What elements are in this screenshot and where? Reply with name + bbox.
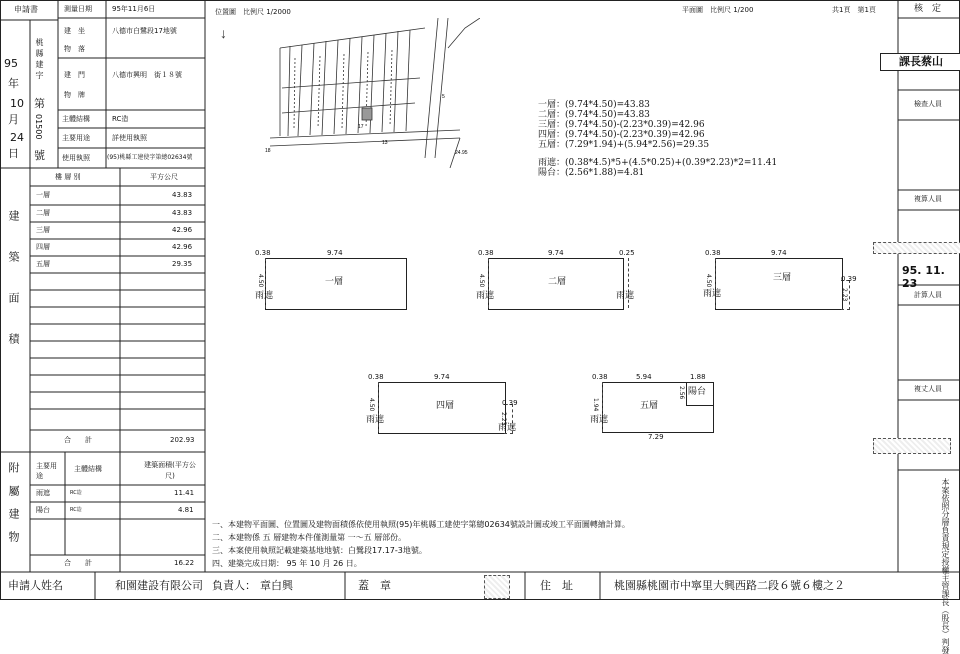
note-line: 三、本案使用執照記載建築基地地號：白鷺段17.17-3地號。 bbox=[212, 546, 427, 555]
calc-line-f5: 五層：(7.29*1.94)+(5.94*2.56)=29.35 bbox=[538, 140, 710, 150]
dim-label: 9.74 bbox=[771, 249, 787, 257]
dim-label: 9.74 bbox=[327, 249, 343, 257]
canopy-label: 雨遮 bbox=[366, 415, 385, 425]
address-value: 桃園縣桃園市中寧里大興西路二段６號６樓之２ bbox=[614, 579, 845, 592]
attached-row-structure: RC造 bbox=[70, 490, 82, 496]
survey-date-value: 95年11月6日 bbox=[112, 5, 156, 13]
owner-label: 負責人： bbox=[212, 579, 256, 592]
lot-number: 17 bbox=[358, 124, 364, 130]
location-map bbox=[210, 18, 480, 168]
applicant-name: 和園建設有限公司 bbox=[115, 579, 203, 592]
notes-block bbox=[212, 518, 630, 570]
dim-label: 5.94 bbox=[636, 373, 652, 381]
area-total-label: 合 計 bbox=[64, 436, 92, 444]
map-num-c: 5 bbox=[442, 94, 445, 100]
license-month: 10 bbox=[10, 97, 24, 110]
inspector-label: 檢查人員 bbox=[914, 100, 942, 108]
area-row-floor: 四層 bbox=[36, 243, 50, 251]
balcony-label: 陽台 bbox=[688, 387, 707, 397]
license-year: 95 bbox=[4, 57, 18, 70]
structure-label: 主體結構 bbox=[62, 115, 90, 123]
structure-value: RC造 bbox=[112, 115, 129, 123]
attached-row-use: 雨遮 bbox=[36, 489, 50, 497]
canopy-label: 雨遮 bbox=[498, 423, 517, 433]
floor-plan-2 bbox=[476, 250, 636, 315]
attached-total-value: 16.22 bbox=[174, 559, 195, 567]
permit-value: (95)桃縣工建使字第總02634號 bbox=[107, 154, 193, 161]
area-row-value: 43.83 bbox=[172, 209, 193, 217]
attached-row-area: 4.81 bbox=[178, 506, 194, 514]
calc-line-f4: 四層：(9.74*4.50)-(2.23*0.39)=42.96 bbox=[538, 130, 705, 140]
dim-label: 1.88 bbox=[690, 373, 706, 381]
plan-scale: 平面圖 比例尺 1/200 bbox=[682, 6, 754, 14]
approval-stamp bbox=[873, 438, 951, 454]
dim-label: 2.23 bbox=[841, 288, 848, 302]
calc-line-f1: 一層：(9.74*4.50)=43.83 bbox=[538, 100, 650, 110]
license-prefix: 桃縣建字 bbox=[35, 38, 44, 82]
dim-label: 4.50 bbox=[478, 274, 485, 288]
attached-col-use: 主要用途 bbox=[36, 462, 57, 480]
dim-label: 0.38 bbox=[478, 249, 494, 257]
dim-label: 9.74 bbox=[548, 249, 564, 257]
license-day: 24 bbox=[10, 131, 24, 144]
area-col-area: 平方公尺 bbox=[150, 173, 178, 181]
attached-total-label: 合 計 bbox=[64, 559, 92, 567]
date-stamp-band bbox=[873, 242, 960, 254]
area-row-floor: 三層 bbox=[36, 226, 50, 234]
dim-label: 0.38 bbox=[592, 373, 608, 381]
attached-row-structure: RC造 bbox=[70, 507, 82, 513]
map-num-a: 18 bbox=[265, 148, 271, 154]
canopy-label: 雨遮 bbox=[590, 415, 609, 425]
owner-name: 章白興 bbox=[260, 579, 293, 592]
use-value: 詳使用執照 bbox=[112, 134, 147, 142]
seal-label: 蓋 章 bbox=[358, 579, 391, 592]
area-row-floor: 五層 bbox=[36, 260, 50, 268]
door-label-1: 建 門 bbox=[64, 71, 85, 79]
dim-label: 0.25 bbox=[619, 249, 635, 257]
site-label-2: 物 落 bbox=[64, 45, 85, 53]
canopy-label: 雨遮 bbox=[476, 291, 495, 301]
svg-text:↓: ↓ bbox=[220, 25, 227, 41]
canopy-label: 雨遮 bbox=[616, 291, 635, 301]
door-value: 八德市興明 街１８號 bbox=[112, 71, 182, 79]
floor-plan-4 bbox=[366, 374, 526, 439]
license-number: 01500 bbox=[34, 114, 43, 140]
use-label: 主要用途 bbox=[62, 134, 90, 142]
area-row-value: 43.83 bbox=[172, 191, 193, 199]
floor-name: 四層 bbox=[436, 401, 455, 411]
dim-label: 9.74 bbox=[434, 373, 450, 381]
area-side-label: 建築面積 bbox=[7, 210, 20, 374]
door-label-2: 物 牌 bbox=[64, 91, 85, 99]
floor-plan-3 bbox=[703, 250, 863, 315]
attached-col-area: 建築面積(平方公尺) bbox=[144, 461, 196, 480]
license-year-unit: 年 bbox=[8, 77, 19, 90]
attached-row-use: 陽台 bbox=[36, 506, 50, 514]
supervisor-stamp: 課長蔡山 bbox=[880, 53, 960, 71]
attached-col-structure: 主體結構 bbox=[74, 465, 102, 473]
page-indicator: 共1頁 第1頁 bbox=[832, 6, 876, 14]
calculator-label: 計算人員 bbox=[914, 291, 942, 299]
address-label: 住 址 bbox=[540, 579, 573, 592]
calc-line-f2: 二層：(9.74*4.50)=43.83 bbox=[538, 110, 650, 120]
dim-label: 0.39 bbox=[841, 275, 857, 283]
delegation-footnote: 本案依照分層負責規定授權主管課長（股長）判發 bbox=[941, 478, 950, 654]
dim-label: 0.39 bbox=[502, 399, 518, 407]
date-stamp: 95. 11. 23 bbox=[902, 264, 945, 290]
floor-plan-1 bbox=[255, 250, 415, 315]
dim-label: 0.38 bbox=[368, 373, 384, 381]
dim-label: 0.38 bbox=[705, 249, 721, 257]
map-num-d: 13 bbox=[382, 140, 388, 146]
calc-line-canopy: 雨遮：(0.38*4.5)*5+(4.5*0.25)+(0.39*2.23)*2=11.41 bbox=[538, 158, 778, 168]
dim-label: 7.29 bbox=[648, 433, 664, 441]
dim-label: 4.50 bbox=[257, 274, 264, 288]
floor-name: 三層 bbox=[773, 273, 792, 283]
area-col-floor: 樓 層 別 bbox=[55, 173, 81, 181]
license-day-unit: 日 bbox=[8, 147, 19, 160]
floor-name: 二層 bbox=[548, 277, 567, 287]
calc-line-balcony: 陽台：(2.56*1.88)=4.81 bbox=[538, 168, 645, 178]
re-reviewer-label: 複丈人員 bbox=[914, 385, 942, 393]
floor-name: 五層 bbox=[640, 401, 659, 411]
calculation-block bbox=[538, 100, 777, 178]
location-map-scale: 位置圖 比例尺 1/2000 bbox=[215, 8, 291, 16]
floor-plan-5 bbox=[590, 374, 730, 444]
site-label-1: 建 坐 bbox=[64, 27, 85, 35]
permit-label: 使用執照 bbox=[62, 154, 90, 162]
area-row-floor: 二層 bbox=[36, 209, 50, 217]
area-row-floor: 一層 bbox=[36, 191, 50, 199]
attached-row-area: 11.41 bbox=[174, 489, 195, 497]
attached-side-label: 附屬建物 bbox=[7, 462, 20, 554]
applicant-form-label: 申請書 bbox=[14, 5, 38, 14]
reviewer-label: 複算人員 bbox=[914, 195, 942, 203]
company-seal bbox=[484, 575, 510, 599]
map-num-b: 24.95 bbox=[455, 150, 468, 156]
canopy-label: 雨遮 bbox=[703, 289, 722, 299]
note-line: 二、本建物係 五 層建物本件僅測量第 一～五 層部份。 bbox=[212, 533, 407, 542]
applicant-name-label: 申請人姓名 bbox=[8, 579, 63, 592]
survey-date-label: 測量日期 bbox=[64, 5, 92, 13]
dim-label: 4.50 bbox=[368, 398, 375, 412]
site-value: 八德市白鷺段17地號 bbox=[112, 27, 177, 35]
note-line: 四、建築完成日期： 95 年 10 月 26 日。 bbox=[212, 559, 362, 568]
license-month-unit: 月 bbox=[8, 113, 19, 126]
dim-label: 0.38 bbox=[255, 249, 271, 257]
check-label: 核 定 bbox=[914, 4, 942, 14]
dim-label: 2.56 bbox=[678, 386, 685, 400]
license-seq-label: 第 bbox=[34, 97, 45, 110]
canopy-label: 雨遮 bbox=[255, 291, 274, 301]
area-row-value: 42.96 bbox=[172, 243, 193, 251]
note-line: 一、本建物平面圖、位置圖及建物面積係依使用執照(95)年桃縣工建使字第總02634號設計圖或竣工平面圖轉繪計算。 bbox=[212, 520, 630, 529]
dim-label: 1.94 bbox=[592, 398, 599, 412]
calc-line-f3: 三層：(9.74*4.50)-(2.23*0.39)=42.96 bbox=[538, 120, 705, 130]
dim-label: 2.23 bbox=[500, 412, 507, 426]
dim-label: 4.50 bbox=[705, 274, 712, 288]
license-number-suffix: 號 bbox=[34, 149, 45, 162]
area-row-value: 42.96 bbox=[172, 226, 193, 234]
area-total-value: 202.93 bbox=[170, 436, 195, 444]
floor-name: 一層 bbox=[325, 277, 344, 287]
area-row-value: 29.35 bbox=[172, 260, 193, 268]
